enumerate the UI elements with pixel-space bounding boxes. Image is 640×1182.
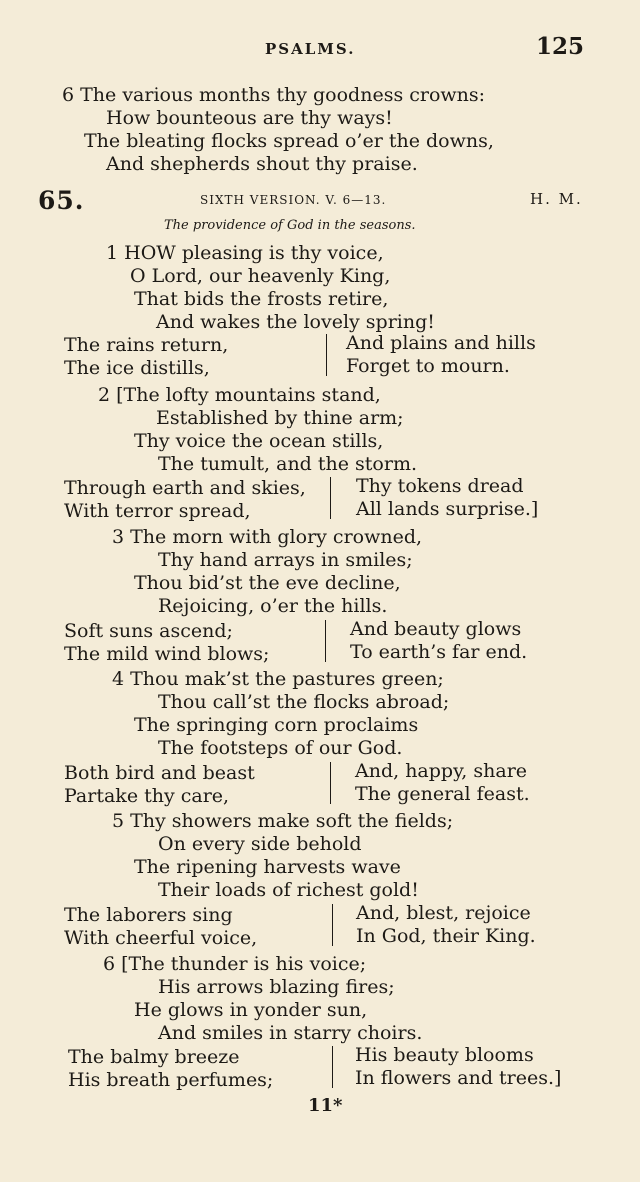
couplet-left: With terror spread, [64,500,251,522]
couplet-right: And beauty glows [350,618,522,640]
prev-stanza-line-3: The bleating flocks spread o’er the downs, [84,130,494,152]
stanza-line: Their loads of richest gold! [158,879,419,901]
stanza-line: And wakes the lovely spring! [156,311,435,333]
stanza-line: The tumult, and the storm. [158,453,417,475]
stanza-line: The footsteps of our God. [158,737,403,759]
couplet-right: The general feast. [355,783,530,805]
stanza-line: Thou call’st the flocks abroad; [158,691,450,713]
running-header-title: PSALMS. [265,40,356,58]
prev-stanza-line-1: 6 The various months thy goodness crowns: [62,84,486,106]
couplet-divider [332,1046,333,1088]
couplet-left: The mild wind blows; [64,643,270,665]
stanza-line: Thy voice the ocean stills, [134,430,384,452]
stanza-line: Thou bid’st the eve decline, [134,572,401,594]
hymn-subtitle: The providence of God in the seasons. [164,218,416,233]
hymn-number: 65. [38,186,85,215]
couplet-right: In flowers and trees.] [355,1067,562,1089]
couplet-right: And, happy, share [355,760,528,782]
stanza-line: 5 Thy showers make soft the fields; [112,810,454,832]
hymn-meter: H. M. [530,190,583,208]
stanza-line: And smiles in starry choirs. [158,1022,423,1044]
couplet-right: To earth’s far end. [350,641,528,663]
couplet-right: In God, their King. [356,925,536,947]
stanza-line: 6 [The thunder is his voice; [103,953,367,975]
couplet-divider [330,477,331,519]
stanza-line: Established by thine arm; [156,407,404,429]
prev-stanza-line-4: And shepherds shout thy praise. [106,153,418,175]
couplet-left: Through earth and skies, [64,477,306,499]
couplet-right: And, blest, rejoice [356,902,531,924]
stanza-line: 4 Thou mak’st the pastures green; [112,668,444,690]
couplet-left: The laborers sing [64,904,233,926]
hymn-version: SIXTH VERSION. V. 6—13. [200,193,387,207]
stanza-line: 2 [The lofty mountains stand, [98,384,381,406]
couplet-right: And plains and hills [346,332,536,354]
stanza-line: 3 The morn with glory crowned, [112,526,423,548]
stanza-line: On every side behold [158,833,362,855]
signature-mark: 11* [308,1095,343,1116]
page-number: 125 [536,33,585,60]
stanza-line: Thy hand arrays in smiles; [158,549,413,571]
couplet-divider [326,334,327,376]
stanza-line: The ripening harvests wave [134,856,401,878]
stanza-line: His arrows blazing fires; [158,976,395,998]
stanza-line: 1 HOW pleasing is thy voice, [106,242,384,264]
stanza-line: That bids the frosts retire, [134,288,389,310]
couplet-divider [325,620,326,662]
prev-stanza-line-2: How bounteous are thy ways! [106,107,393,129]
couplet-left: Soft suns ascend; [64,620,233,642]
couplet-left: The rains return, [64,334,229,356]
stanza-line: O Lord, our heavenly King, [130,265,391,287]
couplet-divider [332,904,333,946]
couplet-left: With cheerful voice, [64,927,258,949]
couplet-right: Forget to mourn. [346,355,510,377]
couplet-right: Thy tokens dread [356,475,524,497]
couplet-left: Partake thy care, [64,785,230,807]
couplet-left: His breath perfumes; [68,1069,274,1091]
couplet-right: All lands surprise.] [356,498,539,520]
couplet-left: Both bird and beast [64,762,255,784]
stanza-line: Rejoicing, o’er the hills. [158,595,388,617]
couplet-right: His beauty blooms [355,1044,534,1066]
couplet-left: The balmy breeze [68,1046,240,1068]
stanza-line: He glows in yonder sun, [134,999,368,1021]
couplet-divider [330,762,331,804]
couplet-left: The ice distills, [64,357,210,379]
stanza-line: The springing corn proclaims [134,714,419,736]
